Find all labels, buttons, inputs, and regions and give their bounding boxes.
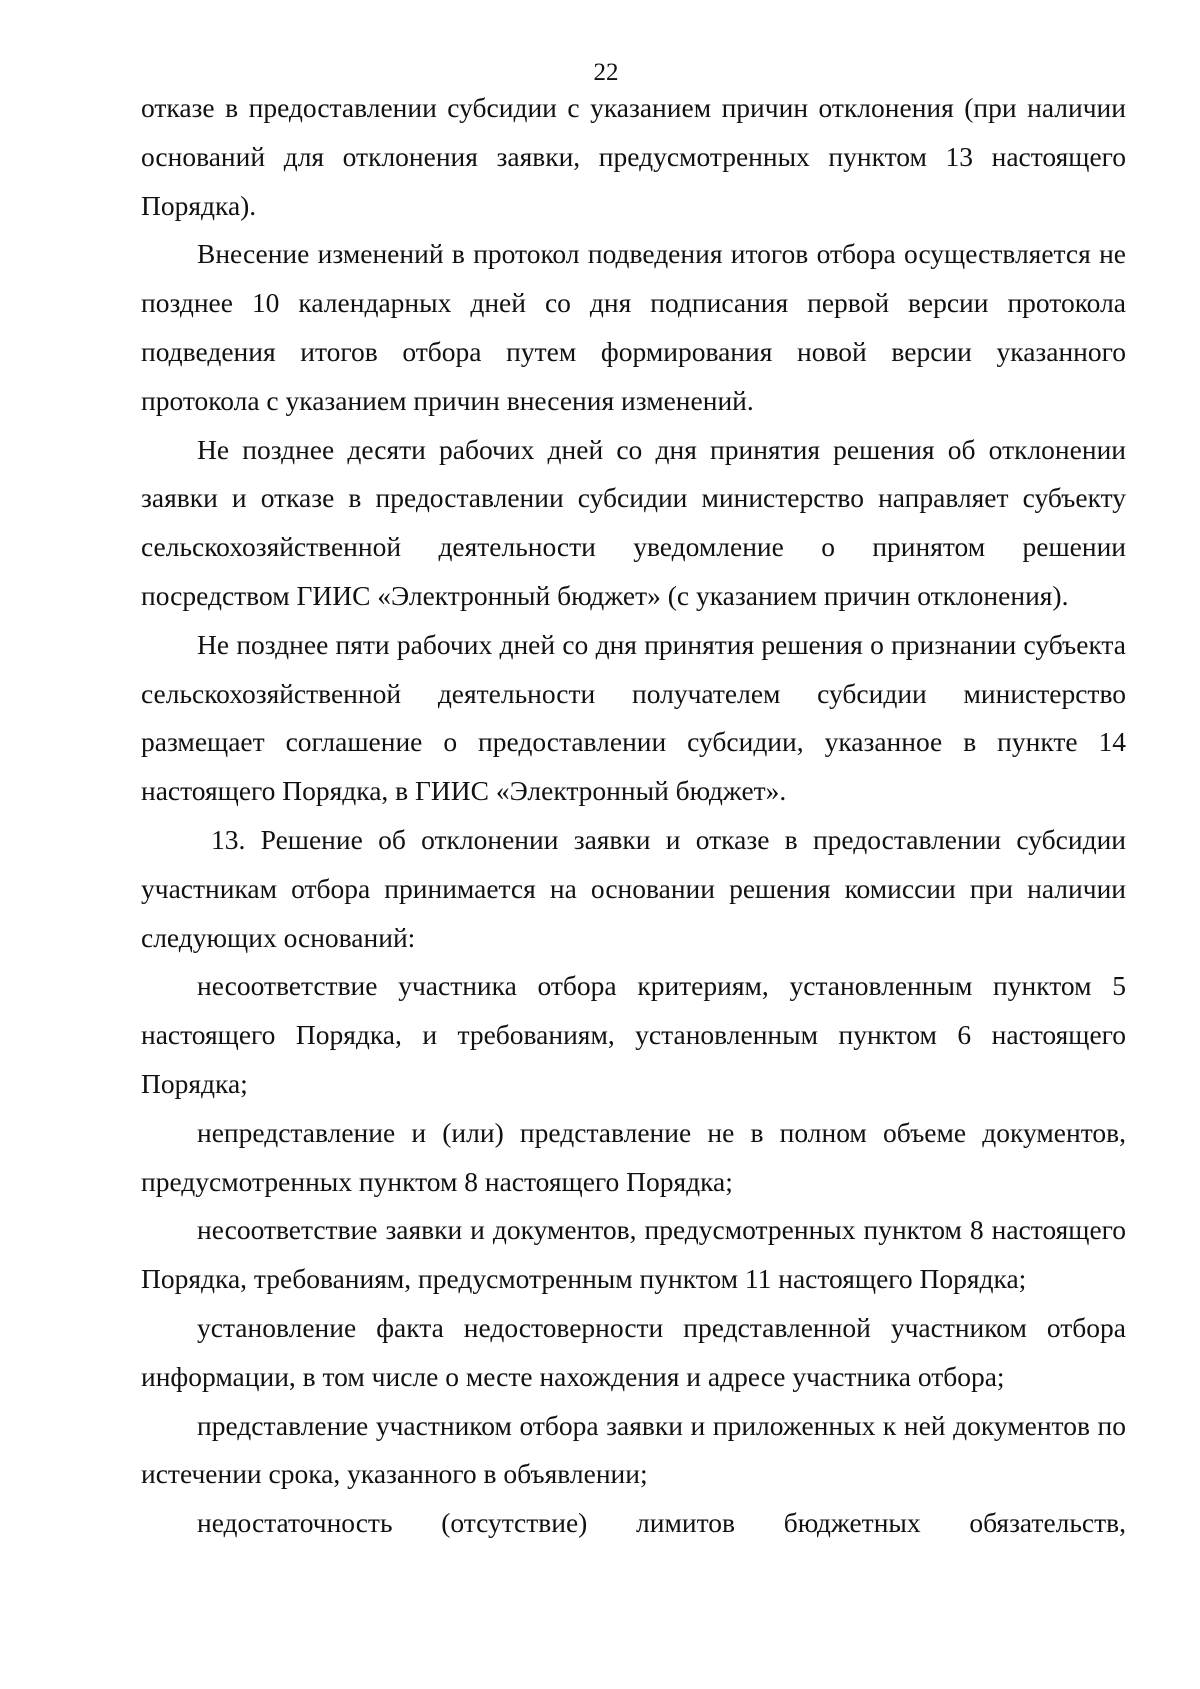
paragraph-agreement-placement: Не позднее пяти рабочих дней со дня принятия решения о признании субъекта сельскохозяйственной деятельности получателем субсидии министерство размещает соглашение о предоставлении субсидии, указанное в пункте 14 настоящего Порядка, в ГИИС «Электронный бюджет». — [141, 628, 1126, 807]
list-item-late-submission: представление участником отбора заявки и приложенных к ней документов по истечении срока, указанного в объявлении; — [141, 1409, 1126, 1490]
document-body — [141, 84, 1126, 1548]
paragraph-rejection-notice: Не позднее десяти рабочих дней со дня принятия решения об отклонении заявки и отказе в предоставлении субсидии министерство направляет субъекту сельскохозяйственной деятельности уведомление о принятом решении посредством ГИИС «Электронный бюджет» (с указанием причин отклонения). — [141, 433, 1126, 611]
list-item-missing-documents: непредставление и (или) представление не в полном объеме документов, предусмотренных пунктом 8 настоящего Порядка; — [141, 1116, 1126, 1197]
list-item-false-information: установление факта недостоверности представленной участником отбора информации, в том числе о месте нахождения и адресе участника отбора; — [141, 1311, 1126, 1392]
page-number: 22 — [593, 59, 619, 86]
paragraph-protocol-changes: Внесение изменений в протокол подведения итогов отбора осуществляется не позднее 10 календарных дней со дня подписания первой версии протокола подведения итогов отбора путем формирования новой версии указанного протокола с указанием причин внесения изменений. — [141, 238, 1126, 416]
list-item-insufficient-limits: недостаточность (отсутствие) лимитов бюджетных обязательств, — [197, 1507, 1126, 1539]
list-item-requirements-mismatch: несоответствие заявки и документов, предусмотренных пунктом 8 настоящего Порядка, требованиям, предусмотренным пунктом 11 настоящего Порядка; — [141, 1214, 1126, 1295]
paragraph-item-13: 13. Решение об отклонении заявки и отказе в предоставлении субсидии участникам отбора принимается на основании решения комиссии при наличии следующих оснований: — [141, 823, 1126, 953]
paragraph-continuation: отказе в предоставлении субсидии с указанием причин отклонения (при наличии оснований для отклонения заявки, предусмотренных пунктом 13 настоящего Порядка). — [141, 92, 1126, 221]
list-item-criteria-mismatch: несоответствие участника отбора критериям, установленным пунктом 5 настоящего Порядка, и требованиям, установленным пунктом 6 настоящего Порядка; — [141, 970, 1126, 1099]
